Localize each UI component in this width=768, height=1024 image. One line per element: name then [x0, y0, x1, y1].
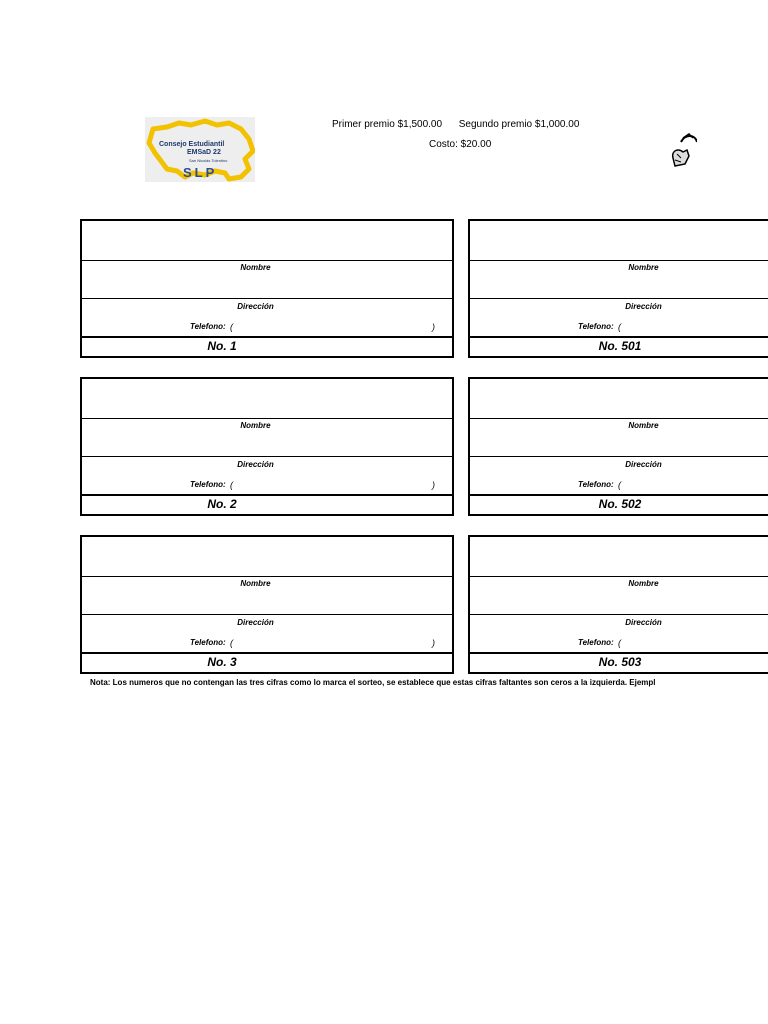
ticket-divider — [470, 298, 768, 299]
raffle-ticket — [468, 535, 768, 674]
phone-paren-close: ) — [432, 638, 435, 648]
ticket-number: No. 502 — [598, 497, 642, 511]
ticket-header-blank — [470, 537, 768, 577]
first-prize: Primer premio $1,500.00 — [332, 119, 443, 130]
phone-paren-close: ) — [432, 322, 435, 332]
ticket-divider — [82, 298, 452, 299]
council-logo — [145, 117, 255, 182]
name-label: Nombre — [240, 421, 271, 430]
ticket-divider — [470, 614, 768, 615]
logo-text-2: EMSaD 22 — [187, 149, 221, 156]
ticket-number-bar — [82, 336, 452, 356]
phone-label: Telefono: — [190, 322, 226, 331]
phone-label: Telefono: — [578, 638, 614, 647]
address-label: Dirección — [237, 302, 274, 311]
address-label: Dirección — [625, 302, 662, 311]
logo-text-1: Consejo Estudiantil — [159, 141, 225, 148]
phone-paren-open: ( — [618, 638, 621, 648]
name-label: Nombre — [628, 579, 659, 588]
logo-text-3: San Nicolás Tolentino — [189, 158, 228, 163]
ticket-divider — [82, 614, 452, 615]
raffle-ticket — [80, 219, 454, 358]
ticket-cost: Costo: $20.00 — [429, 139, 492, 150]
address-label: Dirección — [625, 618, 662, 627]
phone-label: Telefono: — [578, 480, 614, 489]
ticket-number: No. 503 — [598, 655, 642, 669]
raffle-ticket — [80, 377, 454, 516]
name-label: Nombre — [628, 421, 659, 430]
ticket-header-blank — [82, 379, 452, 419]
ticket-number-bar — [470, 336, 768, 356]
raffle-ticket — [468, 377, 768, 516]
ticket-number-bar — [470, 652, 768, 672]
phone-label: Telefono: — [578, 322, 614, 331]
logo-text-4: SLP — [183, 165, 218, 180]
prizes-line — [332, 119, 579, 130]
phone-paren-open: ( — [230, 322, 233, 332]
ticket-number: No. 1 — [207, 339, 237, 353]
name-label: Nombre — [240, 579, 271, 588]
phone-label: Telefono: — [190, 480, 226, 489]
ticket-divider — [82, 456, 452, 457]
ticket-number-bar — [82, 652, 452, 672]
ticket-number: No. 501 — [598, 339, 642, 353]
phone-paren-open: ( — [230, 480, 233, 490]
ticket-number: No. 3 — [207, 655, 237, 669]
ticket-header-blank — [82, 537, 452, 577]
phone-paren-open: ( — [230, 638, 233, 648]
phone-paren-open: ( — [618, 480, 621, 490]
phone-paren-open: ( — [618, 322, 621, 332]
clip-art-image — [667, 128, 697, 170]
ticket-header-blank — [470, 379, 768, 419]
raffle-ticket — [80, 535, 454, 674]
ticket-number: No. 2 — [207, 497, 237, 511]
name-label: Nombre — [240, 263, 271, 272]
second-prize: Segundo premio $1,000.00 — [458, 119, 580, 130]
phone-label: Telefono: — [190, 638, 226, 647]
ticket-number-bar — [82, 494, 452, 514]
ticket-divider — [470, 456, 768, 457]
phone-paren-close: ) — [432, 480, 435, 490]
ticket-header-blank — [82, 221, 452, 261]
raffle-ticket — [468, 219, 768, 358]
ticket-header-blank — [470, 221, 768, 261]
address-label: Dirección — [237, 618, 274, 627]
footnote: Nota: Los numeros que no contengan las tres cifras como lo marca el sorteo, se establece que estas cifras faltantes son ceros a la izquierda. Ejempl — [90, 678, 656, 687]
address-label: Dirección — [237, 460, 274, 469]
name-label: Nombre — [628, 263, 659, 272]
ticket-number-bar — [470, 494, 768, 514]
address-label: Dirección — [625, 460, 662, 469]
